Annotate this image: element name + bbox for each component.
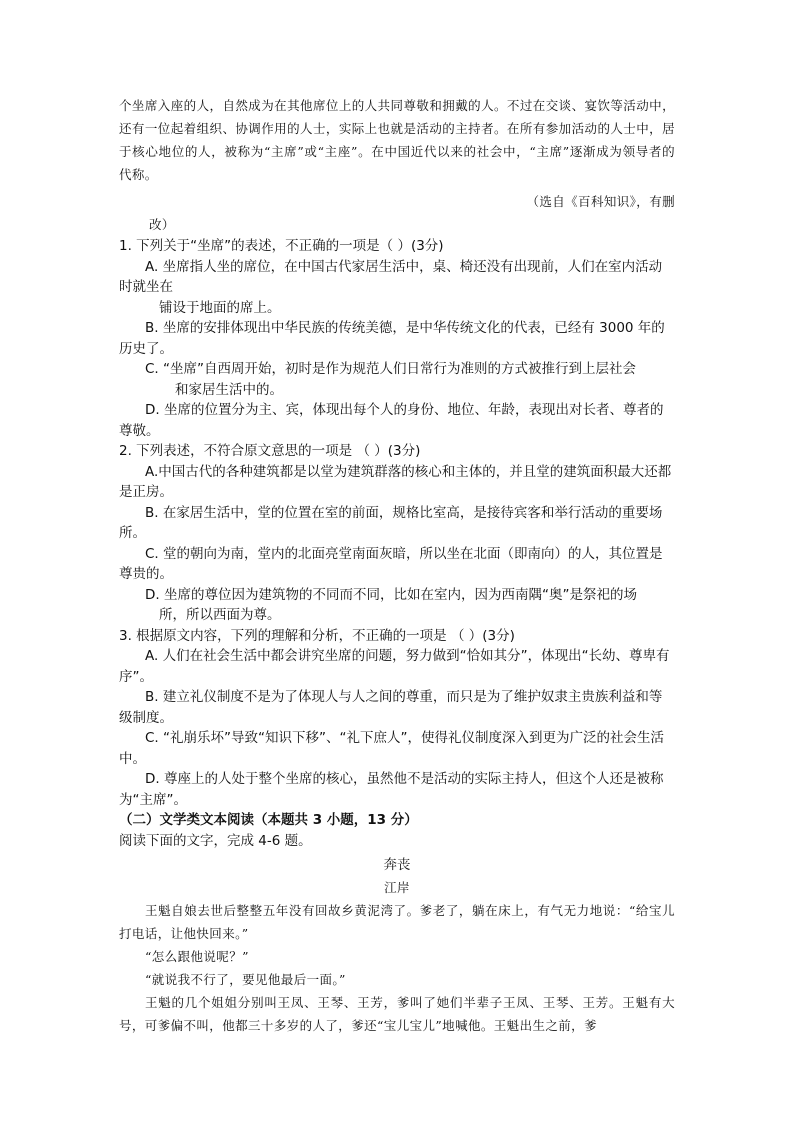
- option-a-cont: 铺设于地面的席上。: [159, 299, 281, 316]
- option-a: A.中国古代的各种建筑都是以堂为建筑群落的核心和主体的，并且堂的建筑面积最大还都是正房。: [119, 463, 672, 500]
- option-d-cont: 所，所以西面为尊。: [159, 607, 281, 623]
- question-stem: 1. 下列关于“坐席”的表述，不正确的一项是（ ）(3分): [119, 238, 444, 254]
- question-3: [119, 626, 675, 811]
- section-instruction: 阅读下面的文字，完成 4-6 题。: [119, 832, 312, 849]
- story-paragraph: 王魁的几个姐姐分别叫王凤、王琴、王芳，爹叫了她们半辈子王凤、王琴、王芳。王魁有大号，可爹偏不叫，他都三十多岁的人了，爹还“宝儿宝儿”地喊他。王魁出生之前，爹: [119, 994, 675, 1033]
- question-stem: 2. 下列表述，不符合原文意思的一项是 （ ）(3分): [119, 443, 421, 459]
- option-b: B. 在家居生活中，堂的位置在室的前面，规格比室高，是接待宾客和举行活动的重要场所。: [119, 504, 663, 541]
- source-citation-cont: 改）: [149, 217, 175, 232]
- question-2: [119, 441, 675, 626]
- story-author: 江岸: [384, 879, 410, 895]
- option-d: D. 坐席的尊位因为建筑物的不同而不同，比如在室内，因为西南隅“奥”是祭祀的场: [145, 586, 637, 603]
- option-d: D. 尊座上的人处于整个坐席的核心，虽然他不是活动的实际主持人，但这个人还是被称为“主席”。: [119, 771, 664, 808]
- option-c-cont: 和家居生活中的。: [175, 381, 283, 398]
- story-title: 奔丧: [383, 857, 411, 873]
- story-body: [119, 876, 675, 1037]
- option-c: C. 堂的朝向为南，堂内的北面亮堂南面灰暗，所以坐在北面（即南向）的人，其位置是尊贵的。: [119, 545, 663, 582]
- option-c: C. “礼崩乐坏”导致“知识下移”、“礼下庶人”，使得礼仪制度深入到更为广泛的社会生活中。: [119, 730, 664, 767]
- passage-paragraph: 个坐席入座的人，自然成为在其他席位上的人共同尊敬和拥戴的人。不过在交谈、宴饮等活动中，还有一位起着组织、协调作用的人士，实际上也就是活动的主持者。在所有参加活动的人士中，居于核心地位的人，被称为“主席”或“主座”。在中国近代以来的社会中，“主席”逐渐成为领导者的代称。: [119, 98, 676, 182]
- question-stem: 3. 根据原文内容，下列的理解和分析，不正确的一项是 （ ）(3分): [119, 627, 515, 644]
- option-a: A. 人们在社会生活中都会讲究坐席的问题，努力做到“恰如其分”，体现出“长幼、尊卑有序”。: [119, 648, 670, 685]
- option-b: B. 坐席的安排体现出中华民族的传统美德，是中华传统文化的代表，已经有 3000 年的历史了。: [119, 320, 665, 357]
- story-paragraph: 王魁自娘去世后整整五年没有回故乡黄泥湾了。爹老了，躺在床上，有气无力地说：“给宝儿打电话，让他快回来。”: [119, 902, 675, 941]
- source-citation: （选自《百科知识》，有删: [526, 194, 675, 209]
- story-paragraph: “就说我不行了，要见他最后一面。”: [145, 971, 346, 987]
- question-1: [119, 236, 675, 441]
- section-literary-reading: [119, 810, 675, 876]
- section-heading: （二）文学类文本阅读（本题共 3 小题，13 分）: [119, 812, 418, 828]
- option-b: B. 建立礼仪制度不是为了体现人与人之间的尊重，而只是为了维护奴隶主贵族利益和等级制度。: [119, 689, 663, 726]
- document-page: [119, 94, 675, 1037]
- option-a: A. 坐席指人坐的席位，在中国古代家居生活中，桌、椅还没有出现前，人们在室内活动时就坐在: [119, 258, 663, 295]
- option-c: C. “坐席”自西周开始，初时是作为规范人们日常行为准则的方式被推行到上层社会: [145, 361, 636, 377]
- story-paragraph: “怎么跟他说呢？”: [145, 948, 249, 964]
- option-d: D. 坐席的位置分为主、宾，体现出每个人的身份、地位、年龄，表现出对长者、尊者的尊敬。: [119, 402, 664, 439]
